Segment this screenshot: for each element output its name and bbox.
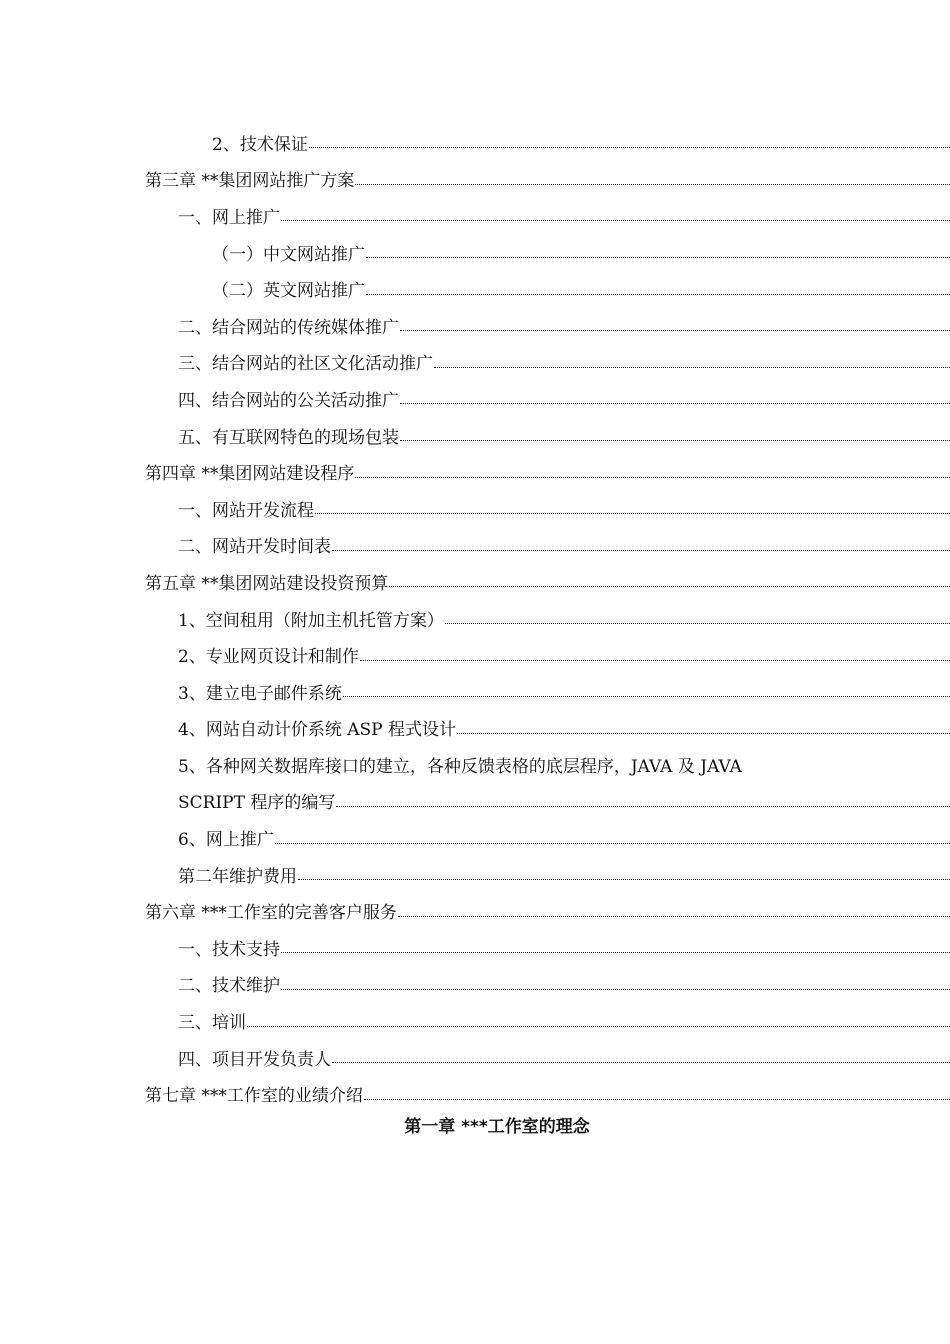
toc-entry-text: SCRIPT 程序的编写 bbox=[178, 793, 336, 814]
toc-dot-leader bbox=[400, 329, 950, 331]
toc-dot-leader bbox=[315, 512, 950, 514]
toc-dot-leader bbox=[366, 256, 950, 258]
toc-entry-text: 4、网站自动计价系统 ASP 程式设计 bbox=[178, 720, 456, 741]
toc-entry-text: 第二年维护费用 bbox=[178, 866, 297, 887]
toc-entry-text: 第三章 **集团网站推广方案 bbox=[145, 171, 355, 192]
toc-dot-leader bbox=[389, 585, 950, 587]
toc-entry[interactable] bbox=[0, 563, 950, 600]
toc-entry-text: 第六章 ***工作室的完善客户服务 bbox=[145, 903, 397, 924]
toc-entry-text: 第四章 **集团网站建设程序 bbox=[145, 464, 355, 485]
toc-dot-leader bbox=[398, 915, 950, 917]
toc-entry[interactable] bbox=[0, 966, 950, 1003]
toc-entry-text: 1、空间租用（附加主机托管方案） bbox=[178, 610, 444, 631]
toc-entry[interactable] bbox=[0, 929, 950, 966]
toc-entry[interactable] bbox=[0, 1075, 950, 1112]
toc-entry-text: 6、网上推广 bbox=[178, 830, 274, 851]
toc-dot-leader bbox=[343, 695, 950, 697]
toc-entry[interactable] bbox=[0, 636, 950, 673]
toc-entry[interactable] bbox=[0, 1039, 950, 1076]
toc-entry[interactable] bbox=[0, 124, 950, 161]
toc-entry-text: 第七章 ***工作室的业绩介绍 bbox=[145, 1086, 363, 1107]
toc-entry[interactable] bbox=[0, 234, 950, 271]
toc-entry-text: 二、结合网站的传统媒体推广 bbox=[178, 317, 399, 338]
toc-entry[interactable] bbox=[0, 453, 950, 490]
toc-entry[interactable] bbox=[0, 270, 950, 307]
toc-dot-leader bbox=[336, 805, 950, 807]
toc-entry[interactable] bbox=[0, 600, 950, 637]
toc-entry[interactable] bbox=[0, 819, 950, 856]
toc-entry[interactable] bbox=[0, 490, 950, 527]
toc-dot-leader bbox=[281, 219, 950, 221]
toc-entry[interactable] bbox=[0, 161, 950, 198]
toc-entry-text: 2、技术保证 bbox=[212, 134, 308, 155]
toc-dot-leader bbox=[366, 293, 950, 295]
toc-entry[interactable] bbox=[0, 380, 950, 417]
toc-entry-text: 一、技术支持 bbox=[178, 939, 280, 960]
toc-entry[interactable] bbox=[0, 1002, 950, 1039]
toc-dot-leader bbox=[332, 549, 950, 551]
toc-dot-leader bbox=[355, 183, 950, 185]
toc-entry-text: （二）英文网站推广 bbox=[212, 281, 365, 302]
toc-dot-leader bbox=[364, 1098, 950, 1100]
toc-entry[interactable] bbox=[0, 710, 950, 747]
toc-entry-text: 四、结合网站的公关活动推广 bbox=[178, 390, 399, 411]
toc-entry-text: （一）中文网站推广 bbox=[212, 244, 365, 265]
toc-dot-leader bbox=[445, 622, 950, 624]
toc-dot-leader bbox=[281, 988, 950, 990]
toc-dot-leader bbox=[281, 951, 950, 953]
toc-entry-text: 3、建立电子邮件系统 bbox=[178, 683, 342, 704]
toc-entry[interactable] bbox=[0, 673, 950, 710]
toc-entry-text: 二、技术维护 bbox=[178, 976, 280, 997]
toc-entry[interactable] bbox=[0, 527, 950, 564]
toc-entry-text: 一、网上推广 bbox=[178, 207, 280, 228]
toc-entry[interactable] bbox=[0, 307, 950, 344]
toc-dot-leader bbox=[247, 1025, 950, 1027]
toc-entry-text: 四、项目开发负责人 bbox=[178, 1049, 331, 1070]
toc-entry-text: 五、有互联网特色的现场包装 bbox=[178, 427, 399, 448]
toc-dot-leader bbox=[434, 366, 950, 368]
toc-dot-leader bbox=[332, 1061, 950, 1063]
toc-entry-text: 2、专业网页设计和制作 bbox=[178, 647, 359, 668]
toc-entry[interactable] bbox=[0, 783, 950, 820]
toc-entry-text: 第五章 **集团网站建设投资预算 bbox=[145, 573, 389, 594]
toc-entry[interactable] bbox=[0, 417, 950, 454]
toc-entry[interactable] bbox=[0, 856, 950, 893]
toc-dot-leader bbox=[309, 146, 950, 148]
toc-entry[interactable] bbox=[0, 892, 950, 929]
toc-entry[interactable] bbox=[0, 197, 950, 234]
table-of-contents bbox=[0, 124, 950, 1112]
toc-entry-text: 三、结合网站的社区文化活动推广 bbox=[178, 354, 433, 375]
toc-dot-leader bbox=[457, 732, 950, 734]
chapter-heading: 第一章 ***工作室的理念 bbox=[404, 1117, 590, 1137]
toc-entry-text: 5、各种网关数据库接口的建立，各种反馈表格的底层程序，JAVA 及 JAVA bbox=[178, 756, 742, 777]
toc-entry-text: 一、网站开发流程 bbox=[178, 500, 314, 521]
toc-entry[interactable] bbox=[0, 746, 950, 783]
toc-dot-leader bbox=[400, 402, 950, 404]
toc-dot-leader bbox=[360, 659, 950, 661]
toc-entry-text: 三、培训 bbox=[178, 1013, 246, 1034]
toc-dot-leader bbox=[400, 439, 950, 441]
toc-dot-leader bbox=[275, 842, 950, 844]
toc-entry[interactable] bbox=[0, 344, 950, 381]
toc-dot-leader bbox=[355, 476, 950, 478]
toc-dot-leader bbox=[298, 878, 950, 880]
toc-entry-text: 二、网站开发时间表 bbox=[178, 537, 331, 558]
